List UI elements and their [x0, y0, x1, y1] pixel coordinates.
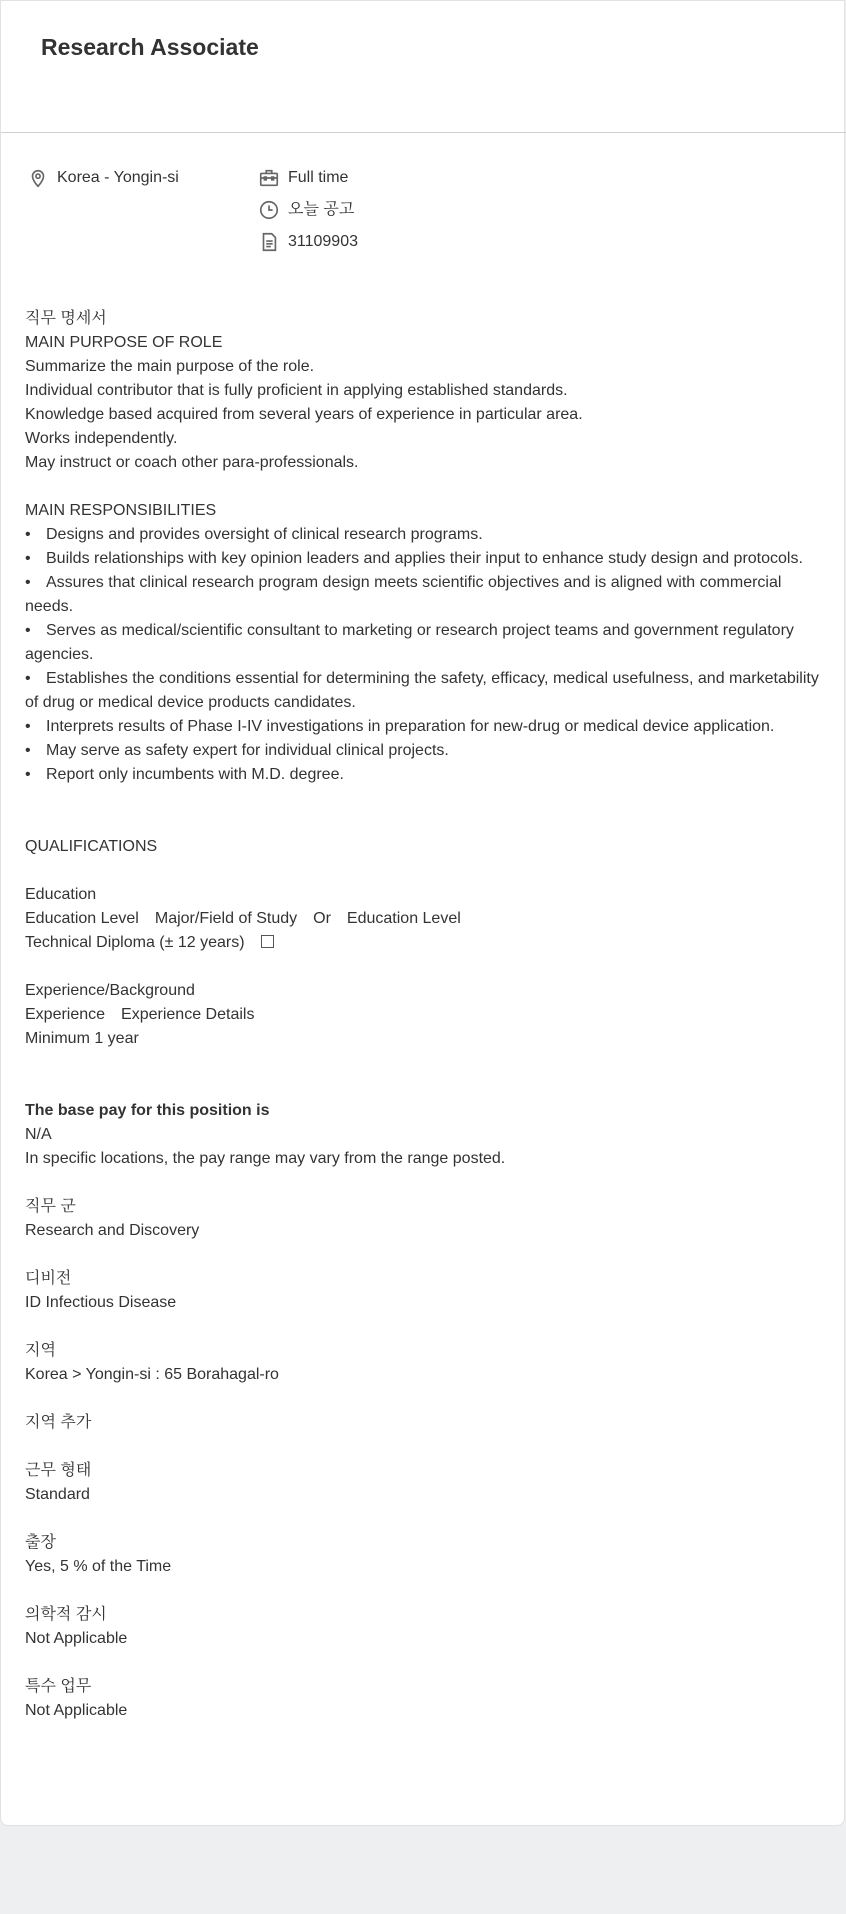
posted-label: 오늘 공고: [288, 201, 355, 218]
bullet-marker: •: [25, 670, 31, 687]
purpose-line: May instruct or coach other para-professionals.: [25, 454, 359, 471]
bullet-marker: •: [25, 526, 31, 543]
field-label: 의학적 감시: [25, 1606, 107, 1623]
job-id-label: 31109903: [288, 233, 358, 250]
experience-headers: Experience Experience Details: [25, 1006, 255, 1023]
purpose-line: Individual contributor that is fully proficient in applying established standards.: [25, 382, 568, 399]
field-value: Not Applicable: [25, 1630, 128, 1647]
bullet-marker: •: [25, 550, 31, 567]
job-id: [258, 231, 358, 253]
field-value: Yes, 5 % of the Time: [25, 1558, 172, 1575]
field-label: 지역: [25, 1342, 56, 1359]
responsibility-item: • Establishes the conditions essential for determining the safety, efficacy, medical usefulness, and marketability of drug or medical device products candidates.: [25, 667, 825, 715]
experience-title: Experience/Background: [25, 982, 195, 999]
job-location: [27, 167, 179, 189]
bullet-marker: •: [25, 742, 31, 759]
purpose-title: MAIN PURPOSE OF ROLE: [25, 334, 223, 351]
qualifications-title: QUALIFICATIONS: [25, 838, 158, 855]
clock-icon: [258, 199, 280, 221]
pay-note: In specific locations, the pay range may vary from the range posted.: [25, 1150, 506, 1167]
field-value: Standard: [25, 1486, 90, 1503]
bullet-marker: •: [25, 574, 31, 591]
bullet-marker: •: [25, 718, 31, 735]
field-value: ID Infectious Disease: [25, 1294, 177, 1311]
pay-title: The base pay for this position is: [25, 1102, 270, 1119]
job-type-label: Full time: [288, 169, 349, 186]
education-checkbox: [261, 935, 274, 948]
responsibility-item: • Serves as medical/scientific consultant to marketing or research project teams and government regulatory agencies.: [25, 619, 825, 667]
document-icon: [258, 231, 280, 253]
location-label: Korea - Yongin-si: [57, 169, 179, 186]
purpose-line: Works independently.: [25, 430, 178, 447]
field-value: Research and Discovery: [25, 1222, 200, 1239]
responsibility-item: • May serve as safety expert for individual clinical projects.: [25, 739, 825, 763]
responsibility-item: • Builds relationships with key opinion leaders and applies their input to enhance study design and protocols.: [25, 547, 825, 571]
experience-value: Minimum 1 year: [25, 1030, 139, 1047]
description-heading: 직무 명세서: [25, 310, 107, 327]
field-label: 특수 업무: [25, 1678, 92, 1695]
job-description: [25, 307, 825, 1723]
responsibility-item: • Designs and provides oversight of clinical research programs.: [25, 523, 825, 547]
field-label: 디비전: [25, 1270, 72, 1287]
purpose-line: Knowledge based acquired from several years of experience in particular area.: [25, 406, 583, 423]
page-title: Research Associate: [41, 34, 259, 60]
field-label: 근무 형태: [25, 1462, 92, 1479]
pay-value: N/A: [25, 1126, 52, 1143]
responsibility-item: • Report only incumbents with M.D. degree.: [25, 763, 825, 787]
responsibility-item: • Interprets results of Phase I-IV investigations in preparation for new-drug or medical device application.: [25, 715, 825, 739]
field-label: 직무 군: [25, 1198, 76, 1215]
field-value: Not Applicable: [25, 1702, 128, 1719]
job-type: [258, 167, 348, 189]
field-value: Korea > Yongin-si : 65 Borahagal-ro: [25, 1366, 279, 1383]
field-label: 지역 추가: [25, 1414, 92, 1431]
education-title: Education: [25, 886, 97, 903]
briefcase-icon: [258, 167, 280, 189]
field-label: 출장: [25, 1534, 56, 1551]
purpose-line: Summarize the main purpose of the role.: [25, 358, 315, 375]
responsibilities-title: MAIN RESPONSIBILITIES: [25, 502, 217, 519]
education-level: Technical Diploma (± 12 years): [25, 934, 245, 951]
location-pin-icon: [27, 167, 49, 189]
bullet-marker: •: [25, 622, 31, 639]
education-value-row: [25, 931, 825, 955]
header-divider: [1, 132, 846, 133]
education-headers: Education Level Major/Field of Study Or Education Level: [25, 910, 461, 927]
bullet-marker: •: [25, 766, 31, 783]
responsibility-item: • Assures that clinical research program design meets scientific objectives and is aligned with commercial needs.: [25, 571, 825, 619]
job-posted: [258, 199, 354, 221]
